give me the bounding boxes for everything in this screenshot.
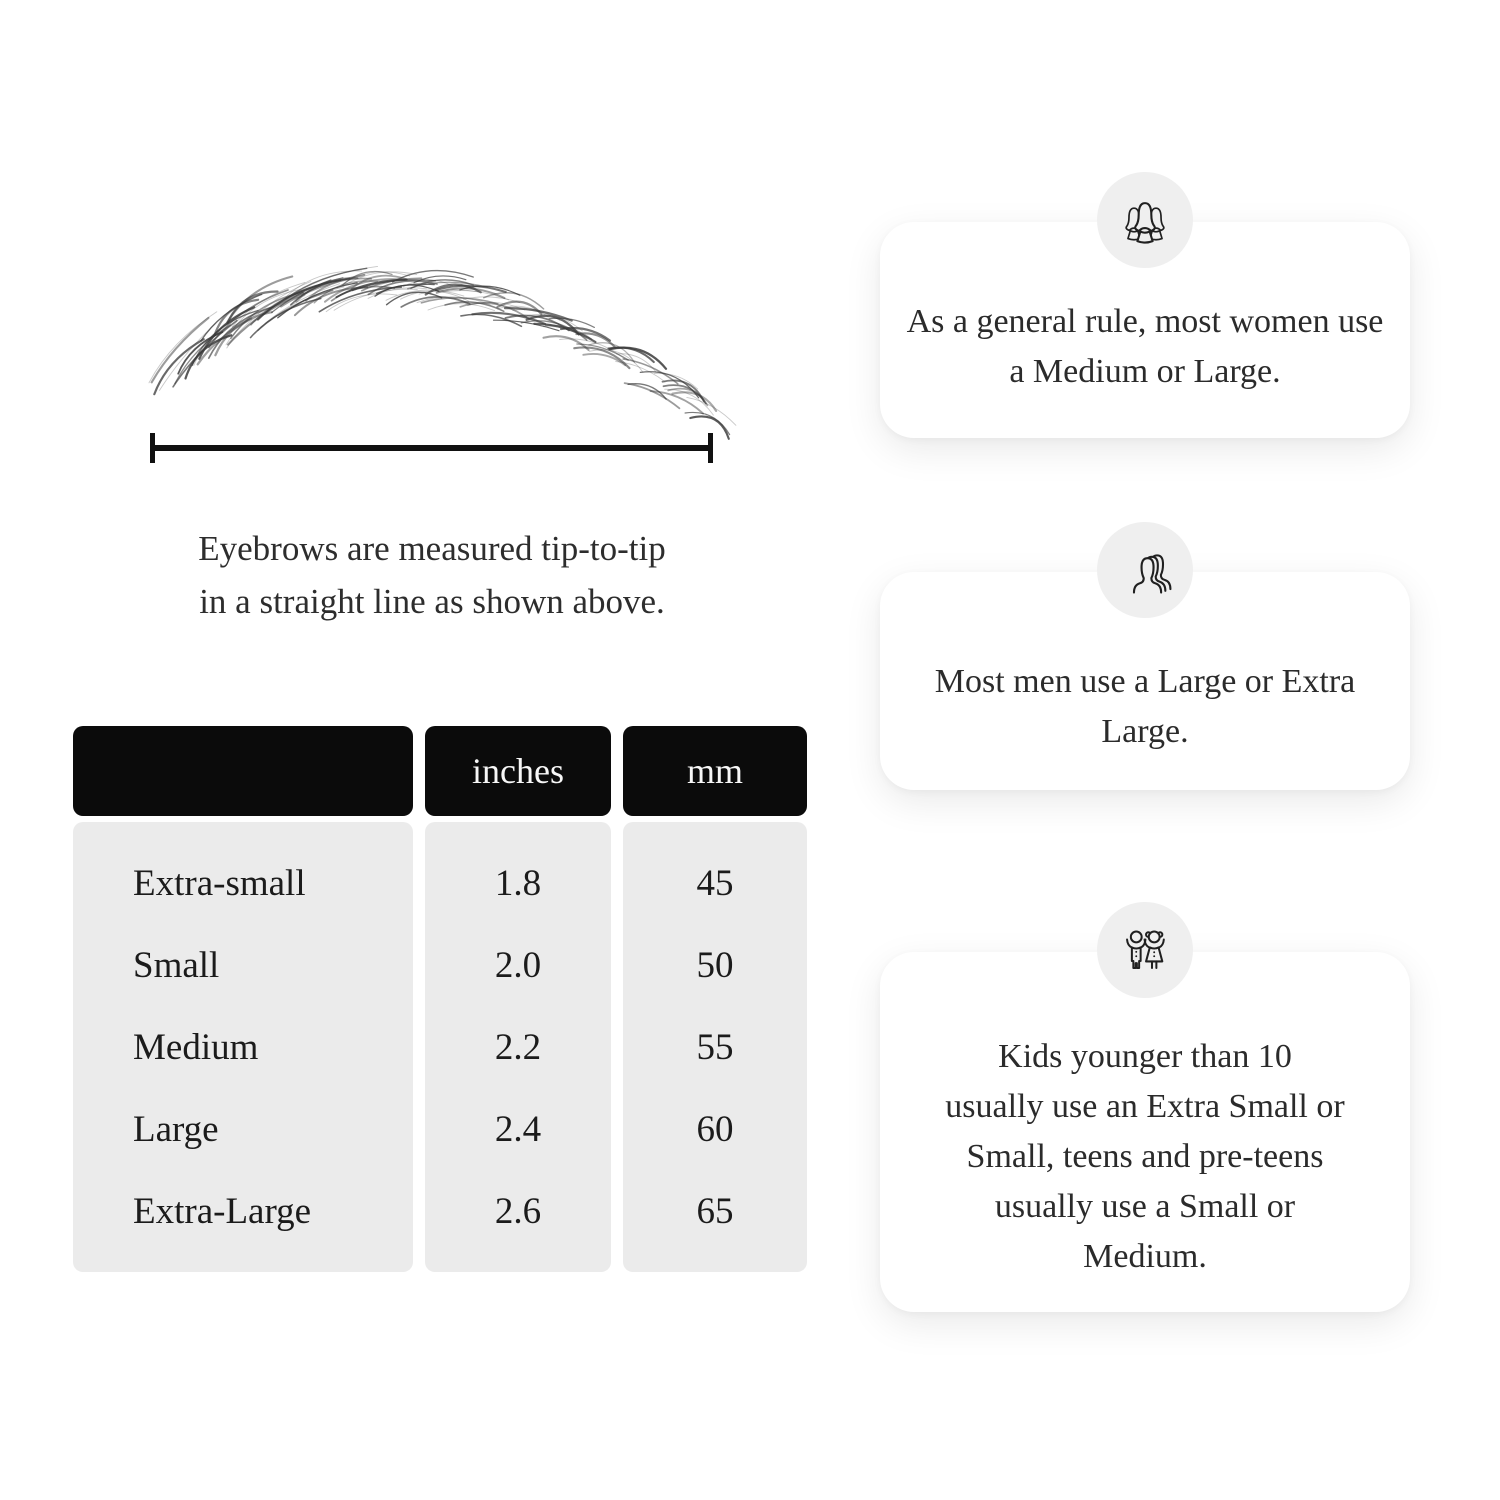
- inches-column: [425, 822, 611, 1272]
- measurement-line-left-tick: [150, 433, 155, 463]
- size-label-column: [73, 822, 413, 1272]
- men-info-card: [880, 572, 1410, 790]
- table-row-label: Extra-small: [133, 862, 306, 904]
- table-cell-inches: 2.2: [494, 1026, 542, 1068]
- table-row-label: Extra-Large: [133, 1190, 312, 1232]
- measurement-line: [150, 445, 713, 451]
- measurement-caption: [102, 522, 762, 628]
- eyebrow-illustration: [120, 228, 740, 473]
- table-row-label: Large: [133, 1108, 219, 1150]
- table-cell-mm: 50: [696, 944, 734, 986]
- header-inches-cell: inches: [425, 726, 611, 816]
- women-card-text: As a general rule, most women use a Medium or Large.: [906, 303, 1384, 390]
- women-group-icon: [1097, 172, 1193, 268]
- kids-icon: [1097, 902, 1193, 998]
- men-group-icon: [1097, 522, 1193, 618]
- table-cell-inches: 2.6: [494, 1190, 542, 1232]
- size-table-body: [73, 822, 807, 1272]
- table-cell-inches: 1.8: [494, 862, 542, 904]
- kids-card-text: Kids younger than 10 usually use an Extra Small or Small, teens and pre-teens usually use a Small or Medium.: [945, 1038, 1345, 1275]
- size-table: [73, 726, 807, 1272]
- table-row-label: Small: [133, 944, 220, 986]
- size-table-header-row: [73, 726, 807, 816]
- table-cell-inches: 2.4: [494, 1108, 542, 1150]
- caption-line-2: in a straight line as shown above.: [199, 582, 665, 621]
- mm-column: [623, 822, 807, 1272]
- table-cell-mm: 55: [696, 1026, 734, 1068]
- header-size-cell: [73, 726, 413, 816]
- women-info-card: [880, 222, 1410, 438]
- table-cell-mm: 60: [696, 1108, 734, 1150]
- header-mm-cell: mm: [623, 726, 807, 816]
- kids-info-card: [880, 952, 1410, 1312]
- measurement-line-right-tick: [708, 433, 713, 463]
- table-row-label: Medium: [133, 1026, 259, 1068]
- table-cell-inches: 2.0: [494, 944, 542, 986]
- table-cell-mm: 65: [696, 1190, 734, 1232]
- table-cell-mm: 45: [696, 862, 734, 904]
- men-card-text: Most men use a Large or Extra Large.: [934, 663, 1356, 750]
- caption-line-1: Eyebrows are measured tip-to-tip: [198, 529, 666, 568]
